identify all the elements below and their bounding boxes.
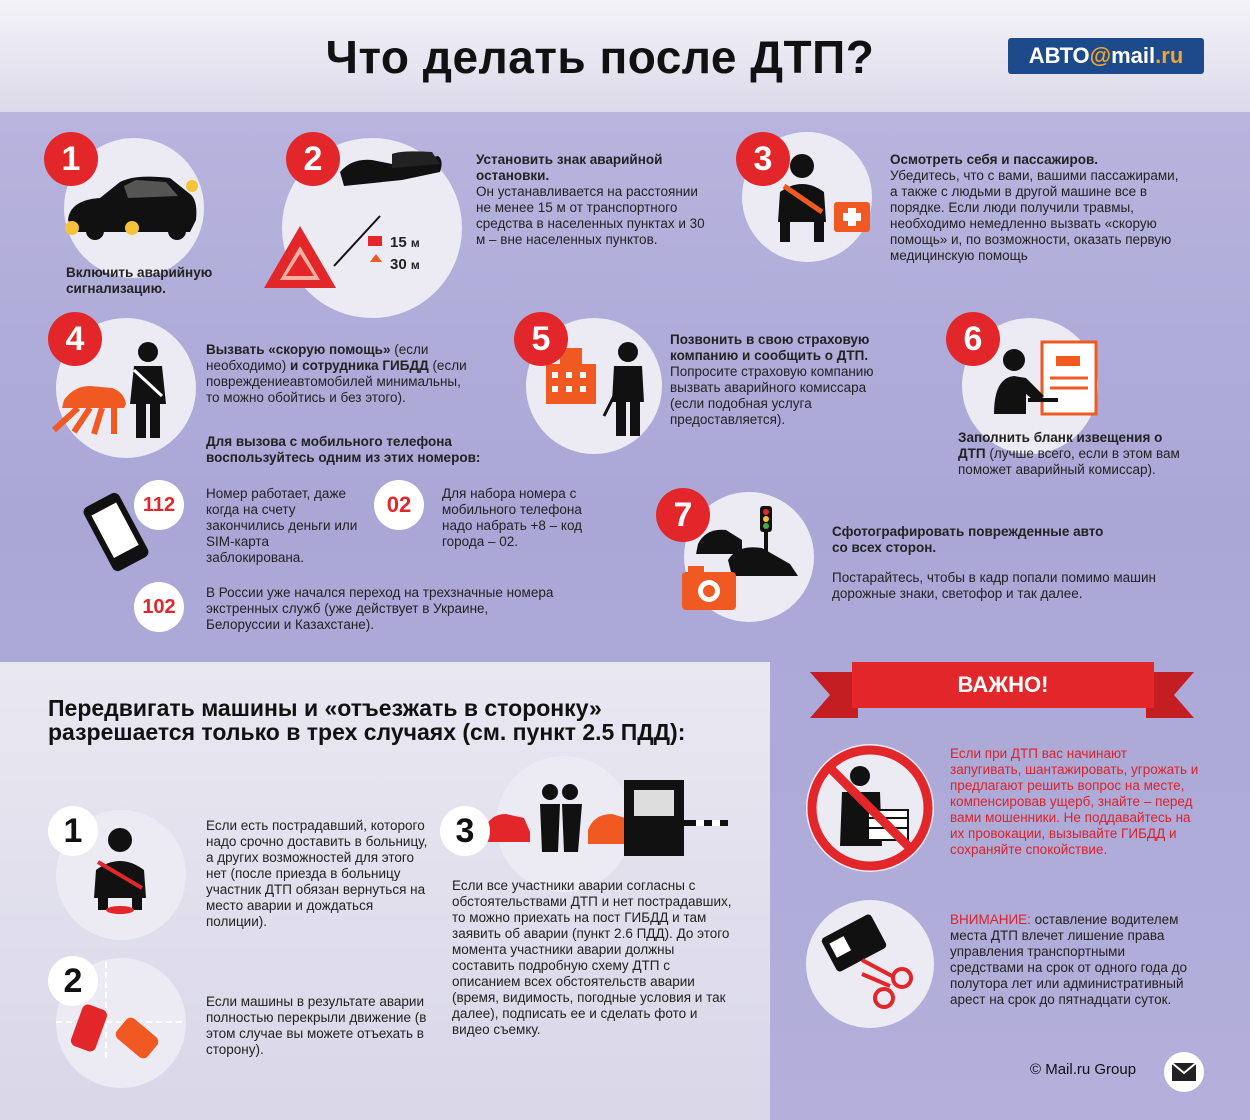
phone-112-text: Номер работает, даже когда на счету закончились деньги или SIM-карта заблокирована. [206,486,358,565]
step5-body: Попросите страховую компанию вызвать аварийного комиссара (если подобная услуга предоставляется). [670,364,874,427]
mobile-call-hint: Для вызова с мобильного телефона воспользуйтесь одним из этих номеров: [206,434,481,465]
step5-bold: Позвонить в свою страховую компанию и сообщить о ДТП. [670,332,870,363]
phone-102-badge[interactable]: 102 [134,582,184,632]
copyright: © Mail.ru Group [1030,1061,1137,1078]
step6-body: (лучше всего, если в этом вам поможет аварийный комиссар). [958,446,1180,477]
step2-badge: 2 [286,132,340,186]
step6-bold: Заполнить бланк извещения о ДТП [958,430,1163,461]
auto-mail-logo[interactable] [1008,38,1204,74]
page-title: Что делать после ДТП? [325,31,875,83]
step4-text [206,342,468,406]
step7-bold [832,524,1122,556]
step4-bold-police: и сотрудника ГИБДД [290,358,429,373]
move-cars-heading: Передвигать машины и «отъезжать в сторонку» разрешается только в трех случаях (см. пункт 2.5 ПДД): [48,695,686,745]
distance-unit: м [410,258,420,272]
step6-badge: 6 [946,312,1000,366]
logo-at: @ [1089,43,1112,68]
distance-15-value: 15 [390,234,407,251]
distance-unit: м [410,236,420,250]
important-warning-text: Если при ДТП вас начинают запугивать, шантажировать, угрожать и предлагают решить вопрос на месте, компенсировав ущерб, знайте – перед вами мошенники. Не поддавайтесь на их провокации, вызывайте ГИБДД и сохраняйте спокойствие. [950,746,1199,857]
police-post-icon [484,780,728,860]
step5-badge: 5 [514,312,568,366]
phone-102-text: В России уже начался переход на трехзначные номера экстренных служб (уже действует в Украине, Белоруссии и Казахстане). [206,585,554,632]
phone-112-badge[interactable]: 112 [134,480,184,530]
step3-bold: Осмотреть себя и пассажиров. [890,152,1099,167]
no-bribe-icon [804,742,936,874]
step2-text [476,152,706,248]
case3-badge: 3 [440,806,490,856]
logo-prefix: АВТО [1028,43,1090,68]
logo-name: mail [1111,43,1156,68]
attention-body: оставление водителем места ДТП влечет лишение права управления транспортными средствами на срок от одного года до полутора лет или административный арест на срок до пятнадцати суток. [950,912,1187,1007]
distance-15 [390,234,420,251]
step3-text [890,152,1185,264]
step7-body: Постарайтесь, чтобы в кадр попали помимо машин дорожные знаки, светофор и так далее. [832,570,1157,601]
step2-body: Он устанавливается на расстоянии не менее 15 м от транспортного средства в населенных пунктах и 30 м – вне населенных пунктов. [476,184,705,247]
step4-text2: (если повреждениеавтомобилей минимальны, то можно обойтись и без этого). [206,358,467,405]
step4-bold-ambulance: Вызвать «скорую помощь» [206,342,391,357]
case2-text: Если машины в результате аварии полностью перекрыли движение (в этом случае вы можете отъехать в сторону). [206,994,427,1057]
step7-badge: 7 [656,488,710,542]
envelope-icon [1172,1063,1196,1081]
phone-02-badge[interactable]: 02 [374,480,424,530]
logo-domain: .ru [1155,43,1184,68]
license-scissors-icon [818,916,922,1012]
step1-text: Включить аварийную сигнализацию. [66,265,213,296]
step1-badge: 1 [44,132,98,186]
accident-form-icon [986,338,1102,422]
step3-badge: 3 [736,132,790,186]
case3-text: Если все участники аварии согласны с обстоятельствами ДТП и нет пострадавших, то можно приехать на пост ГИБДД и там заявить об аварии (пункт 2.6 ПДД). До этого момента участники аварии должны составить подробную схему ДТП с описанием всех обстоятельств аварии (время, видимость, погодные условия и так далее), подписать ее и сделать фото и видео съемку. [452,878,732,1037]
step3-body: Убедитесь, что с вами, вашими пассажирами, а также с людьми в другой машине все в порядке. Если люди получили травмы, необходимо немедленно вызвать «скорую помощь» и, по возможности, оказать первую медицинскую помощь [890,168,1179,263]
step6-text [958,430,1188,478]
step2-bold: Установить знак аварийной остановки. [476,152,663,183]
mail-button[interactable] [1164,1052,1204,1092]
distance-30 [390,256,420,273]
important-banner: ВАЖНО! [852,662,1154,708]
case2-badge: 2 [48,956,98,1006]
step5-text [670,332,900,428]
injured-person-icon [86,826,158,916]
phone-02-text: Для набора номера с мобильного телефона надо набрать +8 – код города – 02. [442,486,583,549]
step7-bold-text: Сфотографировать поврежденные авто со всех сторон. [832,524,1104,555]
distance-30-value: 30 [390,256,407,273]
attention-label: ВНИМАНИЕ: [950,912,1031,927]
case1-badge: 1 [48,806,98,856]
step4-badge: 4 [48,312,102,366]
case1-text: Если есть пострадавший, которого надо срочно доставить в больницу, а других возможностей для этого нет (после приезда в больницу участник ДТП обязан вернуться на место аварии и дождаться полиции). [206,818,428,929]
step4-text1: (если необходимо) [206,342,429,373]
attention-text [950,912,1200,1008]
